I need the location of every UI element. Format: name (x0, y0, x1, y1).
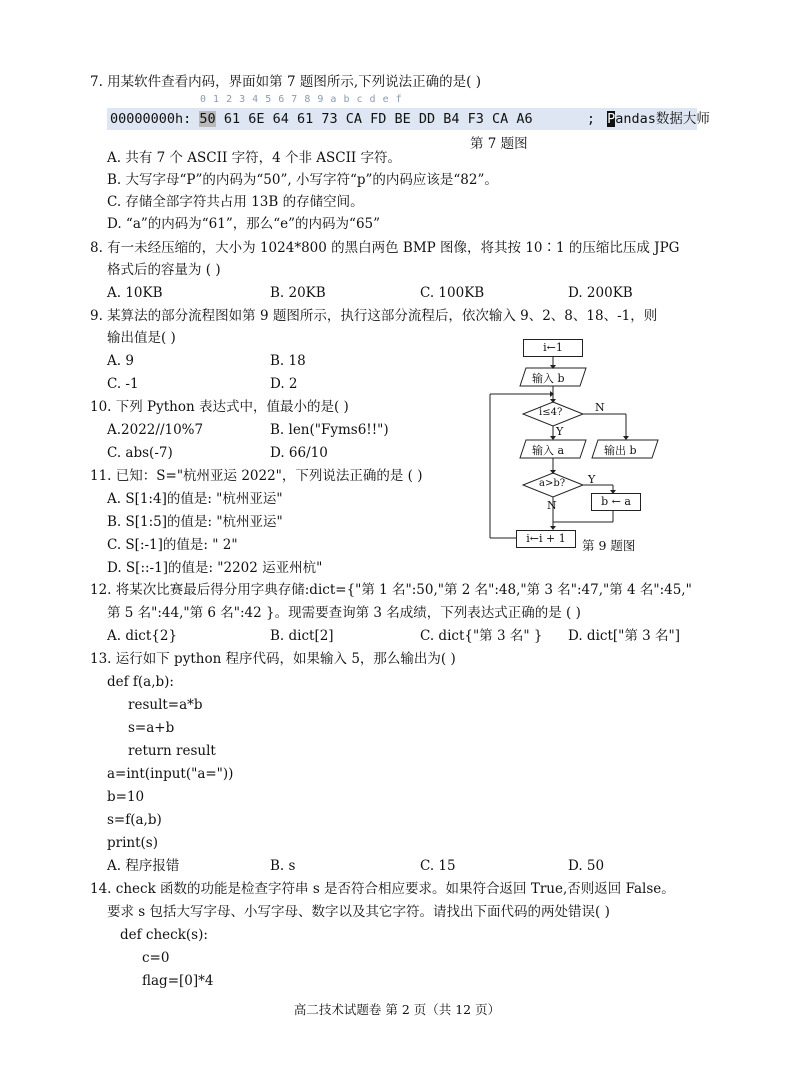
q13-code-line-7: s=f(a,b) (107, 812, 162, 828)
q14-code-line-1: def check(s): (120, 927, 208, 943)
flowchart-increment-box: i←i + 1 (516, 530, 576, 548)
q12-stem-line2: 第 5 名":44,"第 6 名":42 }。现需要查询第 3 名成绩，下列表达式正确的是 ( ) (107, 605, 581, 621)
q13-stem: 13. 运行如下 python 程序代码，如果输入 5，那么输出为( ) (90, 651, 456, 667)
flowchart-condition-2: a>b? (539, 478, 566, 489)
q8-option-d: D. 200KB (568, 285, 633, 301)
flowchart-init-box: i←1 (523, 339, 583, 357)
q11-option-a: A. S[1:4]的值是: "杭州亚运" (107, 491, 283, 507)
hex-column-index: 0 1 2 3 4 5 6 7 8 9 a b c d e f (200, 94, 403, 105)
q10-option-b: B. len("Fyms6!!") (270, 422, 389, 438)
q7-option-a: A. 共有 7 个 ASCII 字符，4 个非 ASCII 字符。 (107, 150, 402, 166)
q12-option-d: D. dict["第 3 名"] (568, 628, 680, 644)
q10-option-c: C. abs(-7) (107, 445, 173, 461)
q11-option-b: B. S[1:5]的值是: "杭州亚运" (107, 514, 283, 530)
q12-option-a: A. dict{2} (107, 628, 178, 644)
flowchart-output-b: 输出 b (604, 444, 637, 457)
q7-option-c: C. 存储全部字符共占用 13B 的存储空间。 (107, 194, 364, 210)
hex-selected-byte: 50 (199, 111, 216, 127)
q12-option-b: B. dict[2] (270, 628, 334, 644)
q9-stem-line1: 9. 某算法的部分流程图如第 9 题图所示，执行这部分流程后，依次输入 9、2、8、18、-1，则 (90, 308, 658, 324)
hex-text-cursor: P (607, 111, 616, 127)
q11-option-c: C. S[:-1]的值是: " 2" (107, 537, 238, 553)
q8-option-c: C. 100KB (420, 285, 485, 301)
q8-stem-line1: 8. 有一未经压缩的，大小为 1024*800 的黑白两色 BMP 图像，将其按 10∶1 的压缩比压成 JPG (90, 240, 680, 256)
q14-stem-line1: 14. check 函数的功能是检查字符串 s 是否符合相应要求。如果符合返回 True,否则返回 False。 (90, 881, 675, 897)
hex-separator: ; (586, 111, 595, 127)
q9-figure-caption: 第 9 题图 (582, 538, 636, 553)
q9-option-b: B. 18 (270, 353, 306, 369)
q14-stem-line2: 要求 s 包括大写字母、小写字母、数字以及其它字符。请找出下面代码的两处错误( ) (107, 904, 610, 920)
q13-option-a: A. 程序报错 (107, 858, 180, 874)
q13-code-line-8: print(s) (107, 835, 158, 851)
q13-code-line-2: result=a*b (128, 697, 203, 713)
q13-code-line-4: return result (128, 743, 216, 759)
q13-code-line-1: def f(a,b): (107, 674, 174, 690)
page-footer: 高二技术试题卷 第 2 页（共 12 页） (293, 1002, 501, 1017)
q13-option-c: C. 15 (420, 858, 456, 874)
q8-stem-line2: 格式后的容量为 ( ) (107, 262, 221, 278)
q11-stem: 11. 已知：S="杭州亚运 2022"，下列说法正确的是 ( ) (90, 468, 423, 484)
q10-stem: 10. 下列 Python 表达式中，值最小的是( ) (90, 399, 349, 415)
flowchart-input-b: 输入 b (532, 372, 565, 385)
q13-code-line-6: b=10 (107, 789, 145, 805)
q9-option-c: C. -1 (107, 376, 139, 392)
flowchart-input-a: 输入 a (532, 444, 565, 457)
q9-stem-line2: 输出值是( ) (107, 330, 176, 346)
hex-bytes: 61 6E 64 61 73 CA FD BE DD B4 F3 CA A6 (215, 111, 533, 127)
flowchart-yes-label-1: Y (556, 425, 564, 438)
flowchart-no-label-2: N (547, 499, 557, 512)
q14-code-line-2: c=0 (142, 950, 170, 966)
q12-option-c: C. dict{"第 3 名" } (420, 628, 543, 644)
q12-stem-line1: 12. 将某次比赛最后得分用字典存储:dict={"第 1 名":50,"第 2 名":48,"第 3 名":47,"第 4 名":45," (90, 582, 692, 598)
q13-option-b: B. s (270, 858, 296, 874)
flowchart-yes-label-2: Y (588, 473, 596, 486)
q10-option-a: A.2022//10%7 (107, 422, 204, 438)
q8-option-b: B. 20KB (270, 285, 326, 301)
hex-address: 00000000h: (110, 111, 192, 127)
q9-option-a: A. 9 (107, 353, 134, 369)
q13-option-d: D. 50 (568, 858, 605, 874)
q13-code-line-3: s=a+b (128, 720, 175, 736)
flowchart-no-label-1: N (595, 401, 605, 414)
q13-code-line-5: a=int(input("a=")) (107, 766, 234, 782)
flowchart-assign-box: b ← a (591, 493, 641, 511)
q11-option-d: D. S[::-1]的值是: "2202 运亚州杭" (107, 560, 323, 576)
q14-code-line-3: flag=[0]*4 (142, 973, 214, 989)
hex-viewer-row (110, 110, 710, 128)
q8-option-a: A. 10KB (107, 285, 163, 301)
q7-option-b: B. 大写字母“P”的内码为“50”, 小写字符“p”的内码应该是“82”。 (107, 172, 498, 188)
q7-figure-caption: 第 7 题图 (470, 136, 528, 152)
hex-text-preview: andas数据大师 (615, 111, 710, 127)
flowchart-connectors (486, 336, 706, 561)
q7-stem: 7. 用某软件查看内码，界面如第 7 题图所示,下列说法正确的是( ) (90, 74, 481, 90)
q9-option-d: D. 2 (270, 376, 298, 392)
flowchart-condition-1: i≤4? (539, 407, 563, 418)
q7-option-d: D. “a”的内码为“61”，那么“e”的内码为“65” (107, 216, 381, 232)
q10-option-d: D. 66/10 (270, 445, 328, 461)
q9-flowchart (486, 336, 706, 561)
